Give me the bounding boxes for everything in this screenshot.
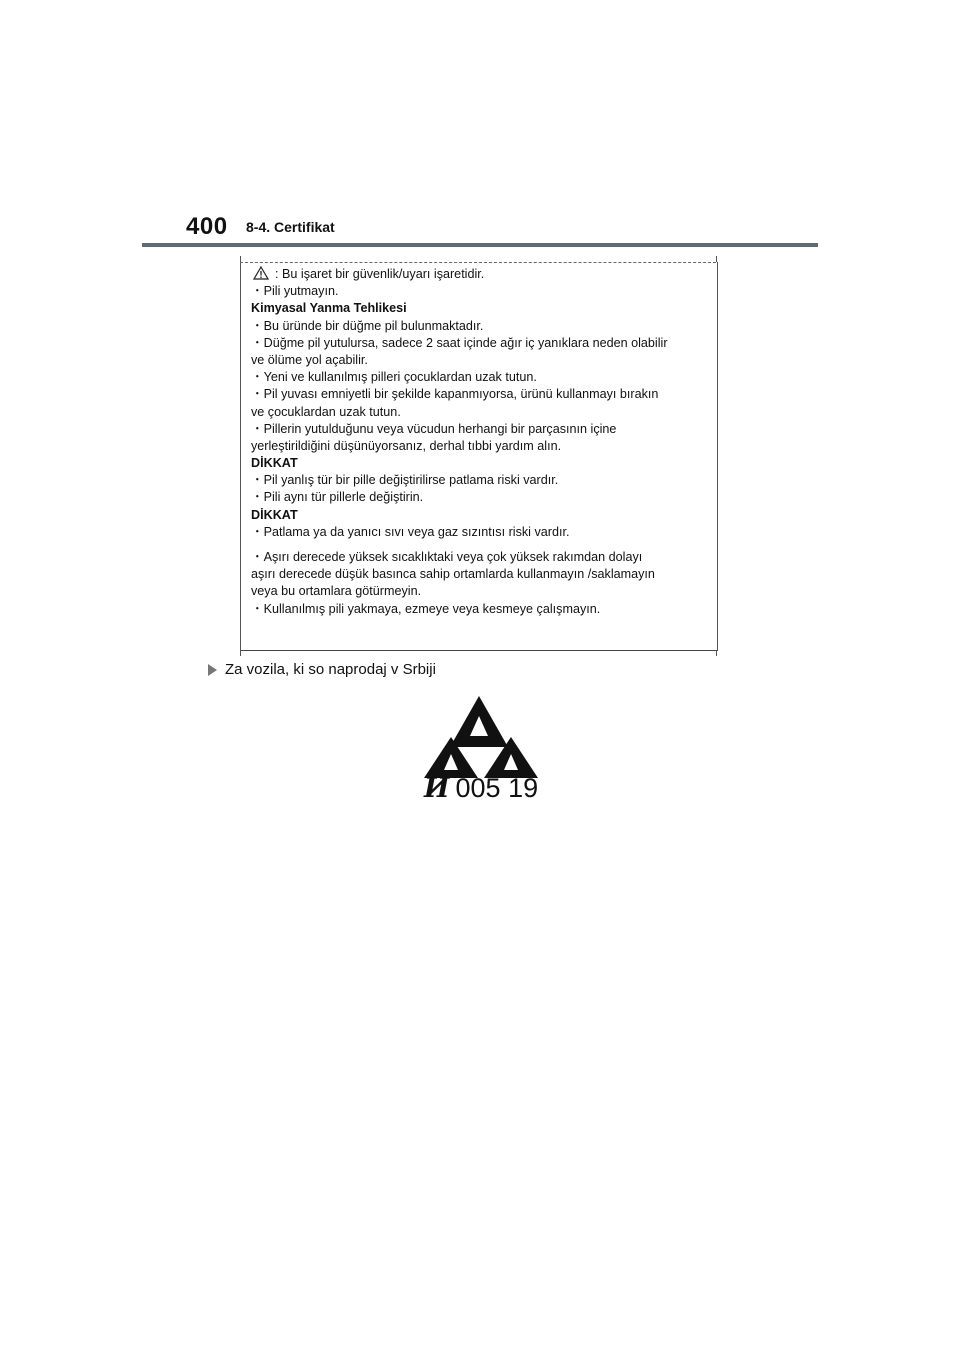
crop-mark bbox=[716, 650, 717, 656]
serbia-note-text: Za vozila, ki so naprodaj v Srbiji bbox=[225, 661, 436, 678]
label-heading: DİKKAT bbox=[251, 456, 298, 471]
arrow-right-icon bbox=[208, 664, 217, 676]
label-line: aşırı derecede düşük basınca sahip ortamlarda kullanmayın /saklamayın bbox=[251, 567, 655, 582]
label-text bbox=[251, 266, 711, 618]
certification-prefix: И bbox=[424, 773, 450, 804]
crop-mark bbox=[240, 650, 241, 656]
label-line: ・Pil yuvası emniyetli bir şekilde kapanmıyorsa, ürünü kullanmayı bırakın bbox=[251, 387, 659, 402]
header-divider bbox=[142, 243, 818, 247]
label-line: veya bu ortamlara götürmeyin. bbox=[251, 584, 422, 599]
label-line: ・Bu üründe bir düğme pil bulunmaktadır. bbox=[251, 318, 484, 333]
label-line-text: : Bu işaret bir güvenlik/uyarı işaretidir. bbox=[275, 267, 485, 281]
certification-number: 005 19 bbox=[455, 773, 539, 803]
label-spacer bbox=[251, 541, 711, 549]
label-line: ・Pili aynı tür pillerle değiştirin. bbox=[251, 490, 424, 505]
serbia-note bbox=[208, 661, 436, 678]
label-line: ・Yeni ve kullanılmış pilleri çocuklardan uzak tutun. bbox=[251, 370, 537, 385]
label-heading: Kimyasal Yanma Tehlikesi bbox=[251, 301, 407, 316]
label-heading: DİKKAT bbox=[251, 507, 298, 522]
label-line: ・Pillerin yutulduğunu veya vücudun herhangi bir parçasının içine bbox=[251, 421, 617, 436]
label-line: ・Pil yanlış tür bir pille değiştirilirse patlama riski vardır. bbox=[251, 473, 559, 488]
label-line: ve çocuklardan uzak tutun. bbox=[251, 404, 401, 419]
label-cut-line bbox=[240, 262, 716, 263]
section-title: 8-4. Certifikat bbox=[246, 219, 335, 235]
crop-mark bbox=[716, 256, 717, 262]
warning-triangle-icon bbox=[253, 266, 269, 280]
label-line: ・Aşırı derecede yüksek sıcaklıktaki veya çok yüksek rakımdan dolayı bbox=[251, 550, 643, 564]
label-line: ・Kullanılmış pili yakmaya, ezmeye veya kesmeye çalışmayın. bbox=[251, 601, 601, 616]
label-line: ・Pili yutmayın. bbox=[251, 284, 339, 299]
label-line: yerleştirildiğini düşünüyorsanız, derhal tıbbi yardım alın. bbox=[251, 438, 562, 453]
page-number: 400 bbox=[186, 213, 228, 240]
certification-code bbox=[424, 773, 538, 804]
label-line bbox=[251, 266, 711, 283]
label-line: ・Patlama ya da yanıcı sıvı veya gaz sızıntısı riski vardır. bbox=[251, 524, 570, 539]
crop-mark bbox=[240, 256, 241, 262]
label-line: ・Düğme pil yutulursa, sadece 2 saat içinde ağır iç yanıklara neden olabilir bbox=[251, 335, 668, 350]
label-line: ve ölüme yol açabilir. bbox=[251, 352, 368, 367]
